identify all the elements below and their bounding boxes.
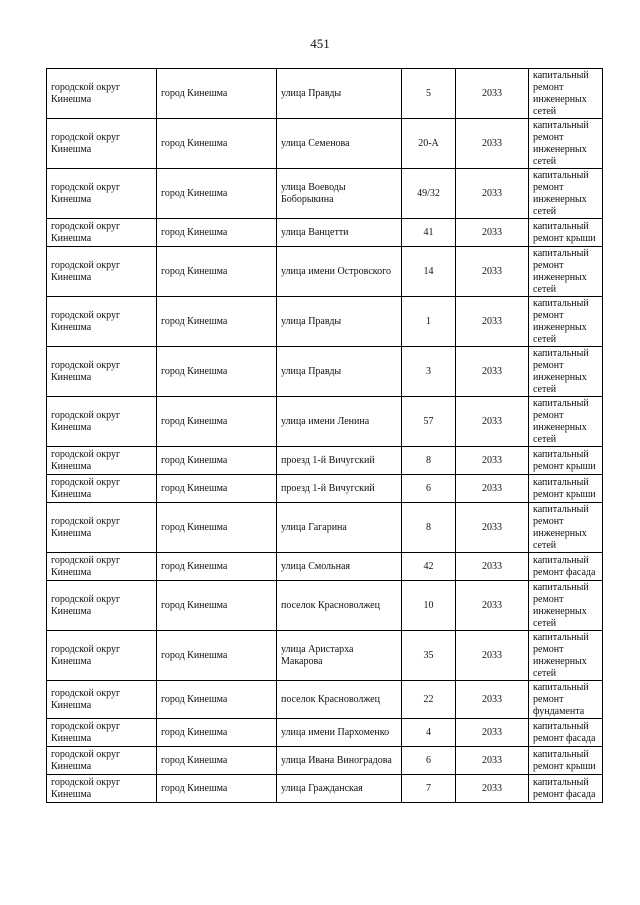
house-number-cell: 8 (402, 447, 456, 475)
work-type-cell: капитальный ремонт инженерных сетей (529, 169, 603, 219)
work-type-cell: капитальный ремонт крыши (529, 475, 603, 503)
house-number-cell: 22 (402, 681, 456, 719)
table-row (47, 219, 603, 247)
street-cell: улица Ивана Виноградова (277, 747, 402, 775)
work-type-cell: капитальный ремонт инженерных сетей (529, 247, 603, 297)
year-cell: 2033 (456, 581, 529, 631)
work-type-cell: капитальный ремонт инженерных сетей (529, 69, 603, 119)
table-row (47, 447, 603, 475)
table-row (47, 119, 603, 169)
work-type-cell: капитальный ремонт инженерных сетей (529, 347, 603, 397)
year-cell: 2033 (456, 119, 529, 169)
house-number-cell: 4 (402, 719, 456, 747)
work-type-cell: капитальный ремонт инженерных сетей (529, 503, 603, 553)
work-type-cell: капитальный ремонт фасада (529, 553, 603, 581)
year-cell: 2033 (456, 475, 529, 503)
year-cell: 2033 (456, 553, 529, 581)
year-cell: 2033 (456, 219, 529, 247)
work-type-cell: капитальный ремонт инженерных сетей (529, 397, 603, 447)
district-cell: городской округ Кинешма (47, 69, 157, 119)
year-cell: 2033 (456, 503, 529, 553)
table-row (47, 553, 603, 581)
street-cell: улица Смольная (277, 553, 402, 581)
work-type-cell: капитальный ремонт крыши (529, 447, 603, 475)
district-cell: городской округ Кинешма (47, 581, 157, 631)
table-row (47, 397, 603, 447)
district-cell: городской округ Кинешма (47, 747, 157, 775)
district-cell: городской округ Кинешма (47, 169, 157, 219)
settlement-cell: город Кинешма (157, 503, 277, 553)
street-cell: улица Воеводы Боборыкина (277, 169, 402, 219)
house-number-cell: 57 (402, 397, 456, 447)
street-cell: улица Гагарина (277, 503, 402, 553)
settlement-cell: город Кинешма (157, 169, 277, 219)
district-cell: городской округ Кинешма (47, 219, 157, 247)
house-number-cell: 49/32 (402, 169, 456, 219)
table-row (47, 681, 603, 719)
table-row (47, 247, 603, 297)
house-number-cell: 6 (402, 747, 456, 775)
year-cell: 2033 (456, 631, 529, 681)
work-type-cell: капитальный ремонт фасада (529, 719, 603, 747)
table-row (47, 631, 603, 681)
work-type-cell: капитальный ремонт инженерных сетей (529, 297, 603, 347)
year-cell: 2033 (456, 69, 529, 119)
work-type-cell: капитальный ремонт инженерных сетей (529, 119, 603, 169)
street-cell: улица Правды (277, 347, 402, 397)
settlement-cell: город Кинешма (157, 581, 277, 631)
district-cell: городской округ Кинешма (47, 347, 157, 397)
settlement-cell: город Кинешма (157, 397, 277, 447)
district-cell: городской округ Кинешма (47, 631, 157, 681)
house-number-cell: 41 (402, 219, 456, 247)
work-type-cell: капитальный ремонт фасада (529, 775, 603, 803)
district-cell: городской округ Кинешма (47, 719, 157, 747)
street-cell: поселок Красноволжец (277, 681, 402, 719)
district-cell: городской округ Кинешма (47, 503, 157, 553)
settlement-cell: город Кинешма (157, 447, 277, 475)
year-cell: 2033 (456, 447, 529, 475)
work-type-cell: капитальный ремонт фундамента (529, 681, 603, 719)
district-cell: городской округ Кинешма (47, 681, 157, 719)
table-row (47, 347, 603, 397)
house-number-cell: 1 (402, 297, 456, 347)
district-cell: городской округ Кинешма (47, 247, 157, 297)
street-cell: улица Аристарха Макарова (277, 631, 402, 681)
district-cell: городской округ Кинешма (47, 775, 157, 803)
house-number-cell: 5 (402, 69, 456, 119)
table-row (47, 581, 603, 631)
street-cell: улица имени Ленина (277, 397, 402, 447)
street-cell: улица Ванцетти (277, 219, 402, 247)
year-cell: 2033 (456, 747, 529, 775)
district-cell: городской округ Кинешма (47, 119, 157, 169)
street-cell: улица имени Пархоменко (277, 719, 402, 747)
table-row (47, 297, 603, 347)
settlement-cell: город Кинешма (157, 297, 277, 347)
settlement-cell: город Кинешма (157, 219, 277, 247)
house-number-cell: 14 (402, 247, 456, 297)
table-row (47, 169, 603, 219)
street-cell: улица Правды (277, 297, 402, 347)
table-row (47, 69, 603, 119)
settlement-cell: город Кинешма (157, 681, 277, 719)
settlement-cell: город Кинешма (157, 631, 277, 681)
street-cell: проезд 1-й Вичугский (277, 475, 402, 503)
year-cell: 2033 (456, 397, 529, 447)
settlement-cell: город Кинешма (157, 775, 277, 803)
work-type-cell: капитальный ремонт крыши (529, 219, 603, 247)
work-type-cell: капитальный ремонт инженерных сетей (529, 631, 603, 681)
settlement-cell: город Кинешма (157, 553, 277, 581)
housing-repair-table (46, 68, 603, 803)
house-number-cell: 10 (402, 581, 456, 631)
table-row (47, 775, 603, 803)
settlement-cell: город Кинешма (157, 747, 277, 775)
street-cell: улица Правды (277, 69, 402, 119)
house-number-cell: 8 (402, 503, 456, 553)
street-cell: улица имени Островского (277, 247, 402, 297)
settlement-cell: город Кинешма (157, 119, 277, 169)
street-cell: улица Гражданская (277, 775, 402, 803)
house-number-cell: 20-А (402, 119, 456, 169)
year-cell: 2033 (456, 347, 529, 397)
street-cell: проезд 1-й Вичугский (277, 447, 402, 475)
settlement-cell: город Кинешма (157, 247, 277, 297)
district-cell: городской округ Кинешма (47, 447, 157, 475)
district-cell: городской округ Кинешма (47, 297, 157, 347)
work-type-cell: капитальный ремонт крыши (529, 747, 603, 775)
district-cell: городской округ Кинешма (47, 397, 157, 447)
district-cell: городской округ Кинешма (47, 553, 157, 581)
table-row (47, 719, 603, 747)
year-cell: 2033 (456, 247, 529, 297)
house-number-cell: 3 (402, 347, 456, 397)
settlement-cell: город Кинешма (157, 475, 277, 503)
district-cell: городской округ Кинешма (47, 475, 157, 503)
street-cell: улица Семенова (277, 119, 402, 169)
house-number-cell: 7 (402, 775, 456, 803)
table-row (47, 475, 603, 503)
street-cell: поселок Красноволжец (277, 581, 402, 631)
work-type-cell: капитальный ремонт инженерных сетей (529, 581, 603, 631)
house-number-cell: 42 (402, 553, 456, 581)
settlement-cell: город Кинешма (157, 719, 277, 747)
settlement-cell: город Кинешма (157, 69, 277, 119)
house-number-cell: 6 (402, 475, 456, 503)
house-number-cell: 35 (402, 631, 456, 681)
year-cell: 2033 (456, 297, 529, 347)
year-cell: 2033 (456, 681, 529, 719)
table-row (47, 503, 603, 553)
year-cell: 2033 (456, 775, 529, 803)
page-number: 451 (310, 36, 330, 51)
year-cell: 2033 (456, 169, 529, 219)
table-row (47, 747, 603, 775)
settlement-cell: город Кинешма (157, 347, 277, 397)
year-cell: 2033 (456, 719, 529, 747)
